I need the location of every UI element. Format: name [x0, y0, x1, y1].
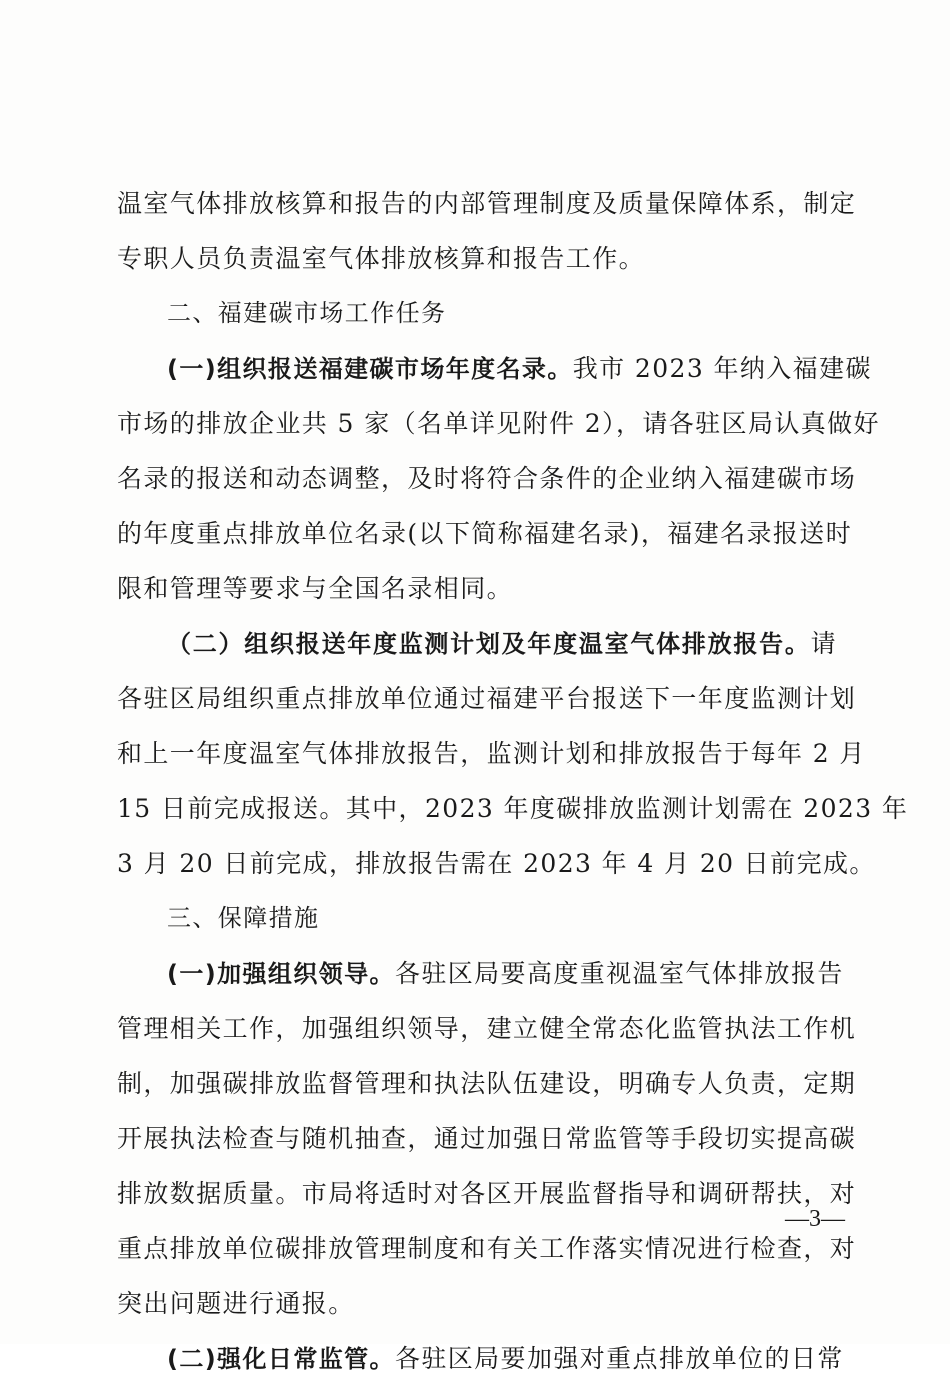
paragraph-line: 排放数据质量。市局将适时对各区开展监督指导和调研帮扶，对: [117, 1179, 857, 1208]
paragraph-line: 温室气体排放核算和报告的内部管理制度及质量保障体系，制定: [117, 189, 857, 218]
item-text: 请: [810, 629, 837, 658]
item-title: (二)强化日常监管。: [167, 1345, 395, 1373]
item-title: (一)加强组织领导。: [167, 960, 395, 988]
paragraph-line: 市场的排放企业共 5 家（名单详见附件 2），请各驻区局认真做好: [117, 409, 880, 438]
paragraph-line: 限和管理等要求与全国名录相同。: [117, 574, 514, 603]
paragraph-line: 的年度重点排放单位名录(以下简称福建名录)，福建名录报送时: [117, 519, 853, 548]
paragraph-line: 15 日前完成报送。其中，2023 年度碳排放监测计划需在 2023 年: [117, 794, 909, 823]
paragraph-line: [117, 341, 872, 396]
item-text: 各驻区局要高度重视温室气体排放报告: [394, 959, 844, 988]
item-title: (一)组织报送福建碳市场年度名录。: [167, 355, 573, 383]
paragraph-line: 名录的报送和动态调整，及时将符合条件的企业纳入福建碳市场: [117, 464, 857, 493]
paragraph-line: 开展执法检查与随机抽查，通过加强日常监管等手段切实提高碳: [117, 1124, 857, 1153]
item-title: （二）组织报送年度监测计划及年度温室气体排放报告。: [167, 630, 811, 658]
paragraph-line: 突出问题进行通报。: [117, 1289, 355, 1318]
paragraph-line: [117, 1331, 844, 1386]
paragraph-line: [117, 946, 844, 1001]
paragraph-line: 制，加强碳排放监督管理和执法队伍建设，明确专人负责，定期: [117, 1069, 857, 1098]
paragraph-line: 专职人员负责温室气体排放核算和报告工作。: [117, 244, 646, 273]
paragraph-line: [117, 616, 837, 671]
paragraph-line: 管理相关工作，加强组织领导，建立健全常态化监管执法工作机: [117, 1014, 857, 1043]
item-text: 我市 2023 年纳入福建碳: [572, 354, 872, 383]
paragraph-line: 和上一年度温室气体排放报告，监测计划和排放报告于每年 2 月: [117, 739, 866, 768]
paragraph-line: 重点排放单位碳排放管理制度和有关工作落实情况进行检查，对: [117, 1234, 857, 1263]
body-text: [117, 176, 909, 1386]
paragraph-line: 各驻区局组织重点排放单位通过福建平台报送下一年度监测计划: [117, 684, 857, 713]
section-heading: 二、福建碳市场工作任务: [167, 299, 447, 327]
item-text: 各驻区局要加强对重点排放单位的日常: [394, 1344, 844, 1373]
page-number: —3—: [785, 1206, 845, 1232]
paragraph-line: 3 月 20 日前完成，排放报告需在 2023 年 4 月 20 日前完成。: [117, 849, 876, 878]
section-heading: 三、保障措施: [167, 904, 320, 932]
